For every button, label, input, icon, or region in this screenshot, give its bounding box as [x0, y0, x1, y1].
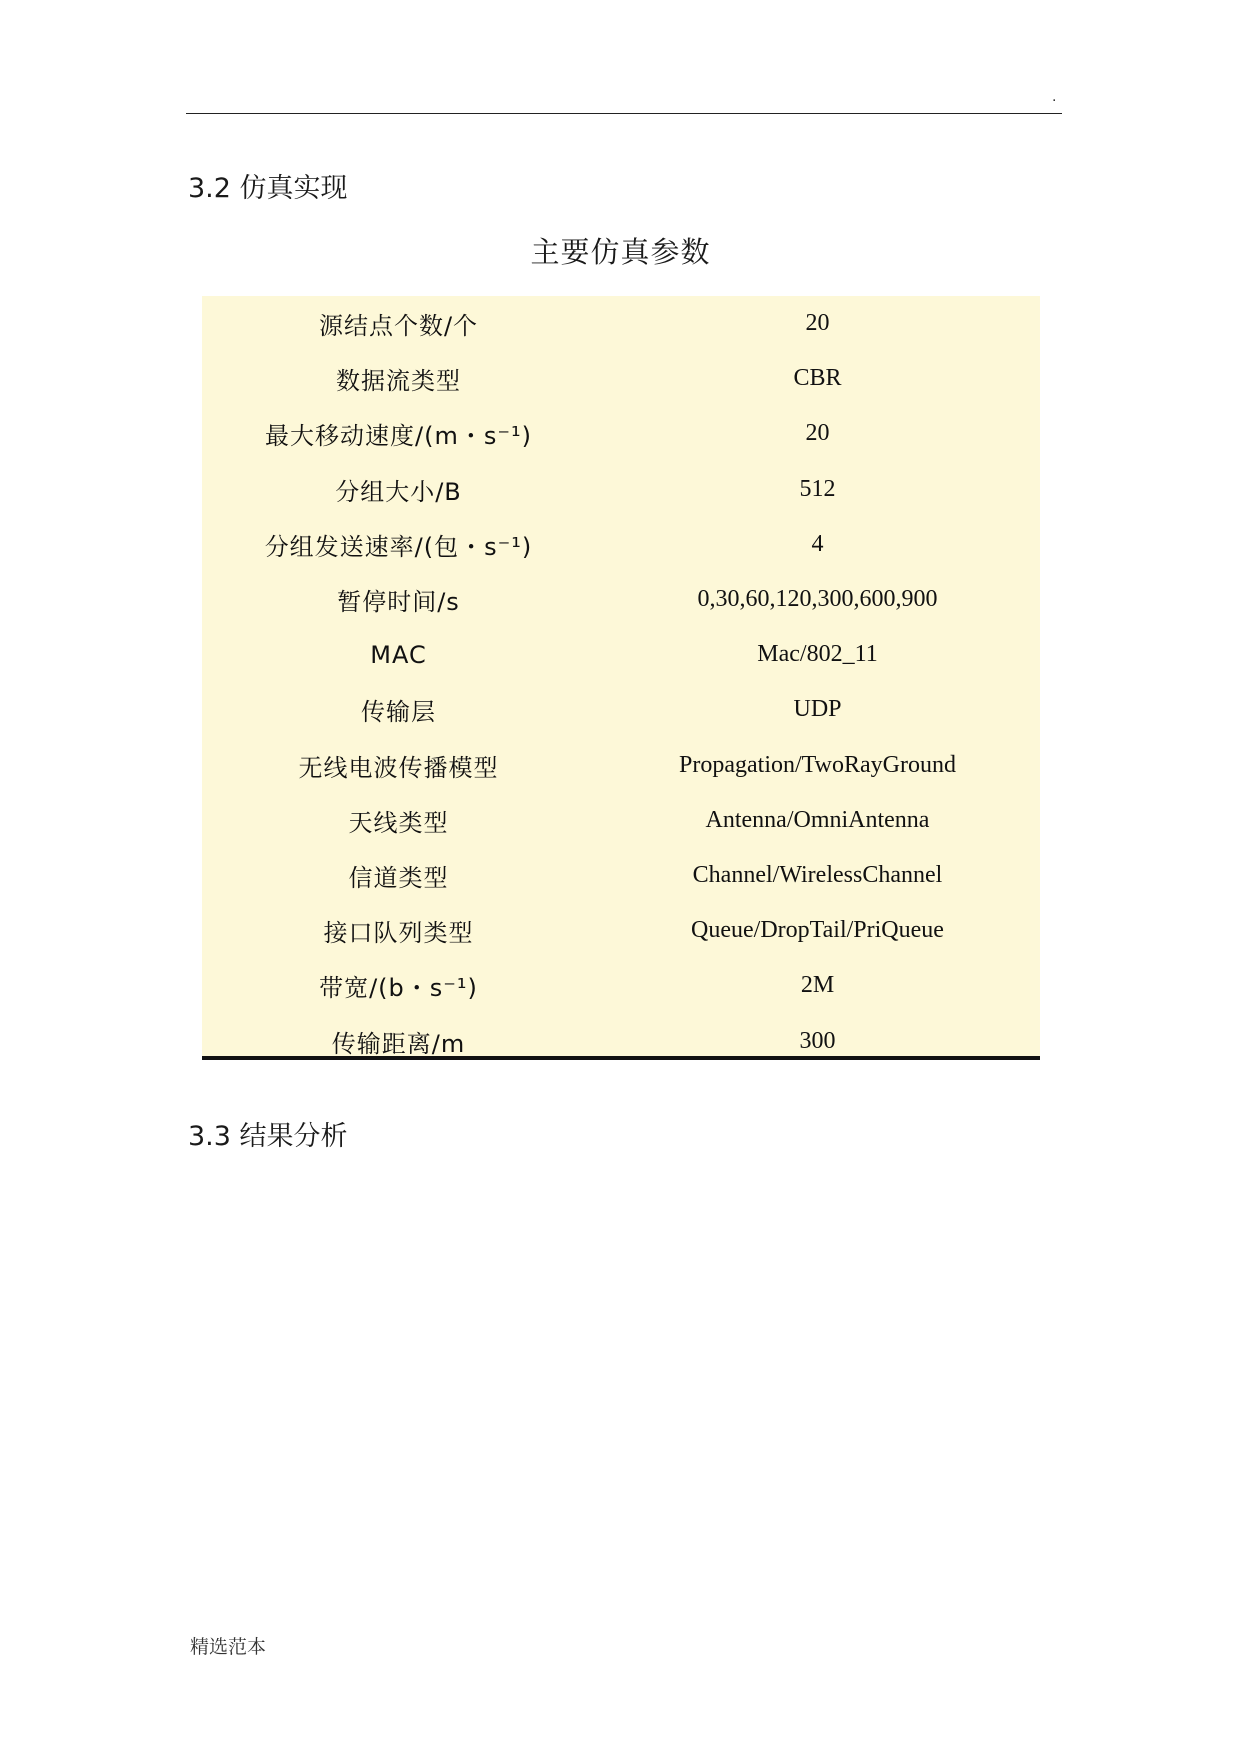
table-row — [202, 903, 1040, 958]
param-name: 分组大小/B — [335, 477, 462, 506]
param-name: 最大移动速度/(m・s⁻¹) — [265, 422, 532, 451]
table-row — [202, 351, 1040, 406]
param-value: 300 — [799, 1027, 836, 1054]
table-row — [202, 296, 1040, 351]
param-name: 天线类型 — [348, 808, 449, 837]
section-heading-3-2: 3.2 仿真实现 — [188, 173, 348, 204]
table-row — [202, 572, 1040, 627]
section-heading-3-3: 3.3 结果分析 — [188, 1121, 348, 1152]
param-name: MAC — [370, 640, 427, 669]
param-value: Channel/WirelessChannel — [692, 861, 943, 888]
param-name: 分组发送速率/(包・s⁻¹) — [264, 532, 533, 561]
table-row — [202, 958, 1040, 1013]
parameter-table — [202, 296, 1040, 1060]
table-row — [202, 462, 1040, 517]
param-value: Queue/DropTail/PriQueue — [691, 917, 944, 944]
table-row — [202, 738, 1040, 793]
param-name: 传输距离/m — [331, 1029, 466, 1058]
param-name: 接口队列类型 — [323, 919, 474, 948]
param-value: 20 — [805, 420, 830, 447]
param-value: 2M — [800, 972, 835, 999]
param-name: 信道类型 — [348, 863, 449, 892]
table-row — [202, 627, 1040, 682]
param-name: 源结点个数/个 — [318, 312, 479, 341]
param-value: Antenna/OmniAntenna — [705, 806, 930, 833]
param-value: Propagation/TwoRayGround — [679, 751, 956, 778]
param-value: 512 — [799, 475, 836, 502]
param-value: CBR — [793, 365, 842, 392]
param-value: Mac/802_11 — [757, 641, 878, 668]
param-name: 传输层 — [361, 698, 436, 727]
table-row — [202, 682, 1040, 737]
header-rule — [186, 113, 1062, 114]
param-value: 4 — [811, 530, 824, 557]
table-row — [202, 406, 1040, 461]
header-mark: . — [1052, 88, 1057, 105]
param-name: 暂停时间/s — [337, 588, 460, 617]
param-value: UDP — [793, 696, 842, 723]
param-value: 20 — [805, 310, 830, 337]
table-row — [202, 1013, 1040, 1068]
footer-text: 精选范本 — [190, 1636, 267, 1658]
table-title: 主要仿真参数 — [530, 235, 711, 269]
param-name: 数据流类型 — [336, 367, 461, 396]
param-name: 无线电波传播模型 — [298, 753, 499, 782]
param-name: 带宽/(b・s⁻¹) — [319, 974, 478, 1003]
table-row — [202, 793, 1040, 848]
table-row — [202, 517, 1040, 572]
param-value: 0,30,60,120,300,600,900 — [697, 586, 938, 613]
table-row — [202, 848, 1040, 903]
